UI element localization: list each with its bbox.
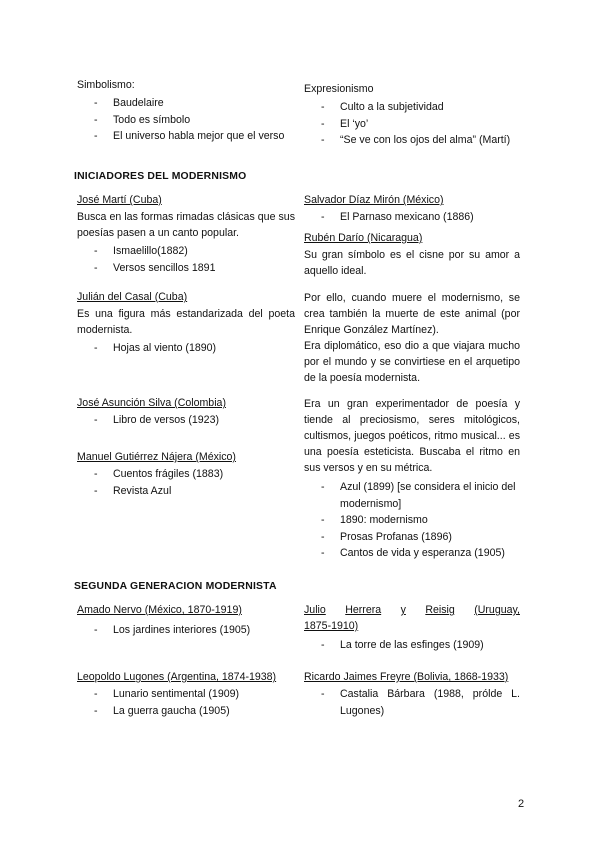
freyre-block <box>304 671 520 719</box>
list-item: - Versos sencillos 1891 <box>77 260 295 277</box>
author-name-continued: 1875-1910) <box>304 620 359 632</box>
list-item: - Culto a la subjetividad <box>304 99 520 116</box>
name-word: Reisig <box>425 604 455 616</box>
list-item: - Todo es símbolo <box>77 112 295 129</box>
name-word: Julio <box>304 604 326 616</box>
simbolismo-title: Simbolismo: <box>77 79 135 91</box>
expresionismo-section <box>304 81 520 149</box>
list-item: - Azul (1899) [se considera el inicio del modernismo] <box>304 479 520 512</box>
list-item: - Cantos de vida y esperanza (1905) <box>304 545 520 562</box>
list-item: - “Se ve con los ojos del alma” (Martí) <box>304 132 520 149</box>
author-name: Salvador Díaz Mirón (México) <box>304 194 444 206</box>
lugones-block <box>77 671 299 719</box>
list-item: - Hojas al viento (1890) <box>77 340 295 357</box>
expresionismo-title: Expresionismo <box>304 83 374 95</box>
dario-paragraph <box>304 290 520 386</box>
iniciadores-heading: INICIADORES DEL MODERNISMO <box>74 171 247 182</box>
works-list <box>304 479 520 562</box>
silva-block <box>77 397 295 429</box>
list-item: - Los jardines interiores (1905) <box>77 622 295 639</box>
list-item: - Cuentos frágiles (1883) <box>77 466 295 483</box>
works-list <box>304 637 520 654</box>
list-item: - 1890: modernismo <box>304 512 520 529</box>
nervo-block <box>77 604 295 639</box>
simbolismo-list <box>77 95 295 145</box>
works-list <box>77 622 295 639</box>
list-item: - Baudelaire <box>77 95 295 112</box>
dario-block <box>304 232 520 279</box>
works-list <box>304 686 520 719</box>
works-list <box>77 466 295 499</box>
author-name: José Martí (Cuba) <box>77 194 162 206</box>
author-description: Por ello, cuando muere el modernismo, se crea también la muerte de este animal (por Enrique González Martínez). <box>304 292 520 336</box>
author-name <box>304 604 520 617</box>
dario-paragraph-2 <box>304 396 520 562</box>
casal-block <box>77 291 295 357</box>
list-item: - Ismaelillo(1882) <box>77 243 295 260</box>
author-description: Era diplomático, eso dio a que viajara mucho por el mundo y se convirtiese en el arquetipo de la poesía modernista. <box>304 340 520 384</box>
works-list <box>77 412 295 429</box>
name-word: Herrera <box>345 604 382 616</box>
name-word: y <box>400 604 406 616</box>
works-list <box>77 686 299 719</box>
page-number: 2 <box>518 798 525 810</box>
list-item: - La guerra gaucha (1905) <box>77 703 299 720</box>
author-description: Era un gran experimentador de poesía y tiende al preciosismo, seres mitológicos, cultismos, juegos poéticos, ritmo musical... es una poesía esteticista. Buscaba el ritmo en sus versos y en su métrica. <box>304 398 520 474</box>
najera-block <box>77 451 295 499</box>
list-item: - La torre de las esfinges (1909) <box>304 637 520 654</box>
expresionismo-list <box>304 99 520 149</box>
author-name: Ricardo Jaimes Freyre (Bolivia, 1868-1933) <box>304 671 509 683</box>
diaz-miron-block <box>304 194 520 226</box>
author-name: Julián del Casal (Cuba) <box>77 291 188 303</box>
list-item: - El ‘yo’ <box>304 116 520 133</box>
list-item: - El Parnaso mexicano (1886) <box>304 209 520 226</box>
author-name: Leopoldo Lugones (Argentina, 1874-1938) <box>77 671 277 683</box>
name-word: (Uruguay, <box>474 604 520 616</box>
author-name: Rubén Darío (Nicaragua) <box>304 232 423 244</box>
author-description: Su gran símbolo es el cisne por su amor a aquello ideal. <box>304 249 520 277</box>
author-name: Amado Nervo (México, 1870-1919) <box>77 604 242 616</box>
herrera-block <box>304 604 520 654</box>
author-name: José Asunción Silva (Colombia) <box>77 397 226 409</box>
author-name: Manuel Gutiérrez Nájera (México) <box>77 451 236 463</box>
author-description: Es una figura más estandarizada del poeta modernista. <box>77 308 295 336</box>
list-item: - El universo habla mejor que el verso <box>77 128 295 145</box>
works-list <box>77 243 295 276</box>
segunda-heading: SEGUNDA GENERACION MODERNISTA <box>74 581 277 592</box>
marti-block <box>77 194 295 276</box>
list-item: - Prosas Profanas (1896) <box>304 529 520 546</box>
author-description: Busca en las formas rimadas clásicas que sus poesías pasen a un canto popular. <box>77 211 295 239</box>
simbolismo-section <box>77 77 295 145</box>
list-item: - Castalia Bárbara (1988, prólde L. Lugones) <box>304 686 520 719</box>
works-list <box>77 340 295 357</box>
list-item: - Lunario sentimental (1909) <box>77 686 299 703</box>
works-list <box>304 209 520 226</box>
list-item: - Revista Azul <box>77 483 295 500</box>
list-item: - Libro de versos (1923) <box>77 412 295 429</box>
